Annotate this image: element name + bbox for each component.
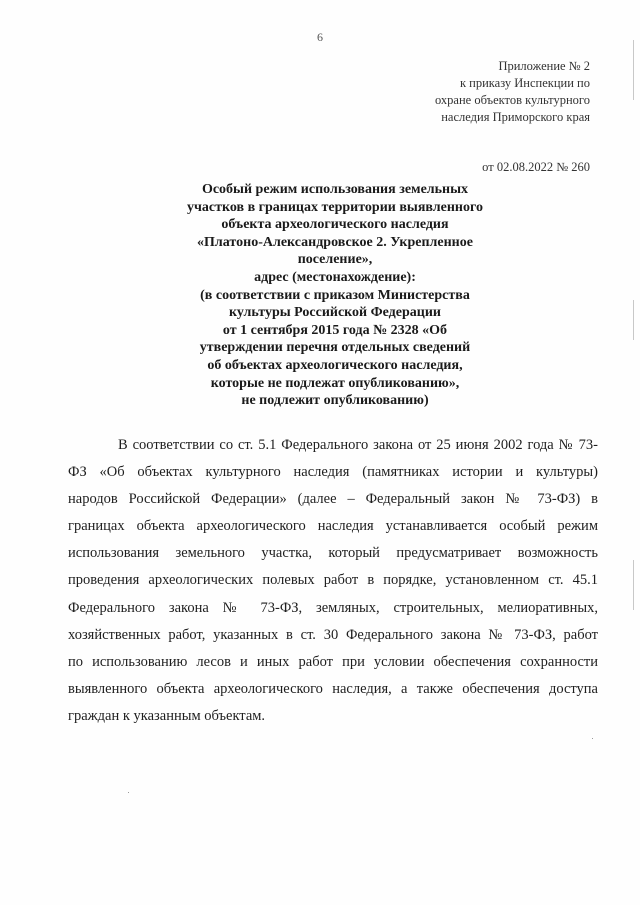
body-line: хозяйственных работ, указанных в ст. 30 Федерального закона № 73-ФЗ, работ bbox=[68, 626, 598, 643]
body-line: выявленного объекта археологического наследия, а также обеспечения доступа bbox=[68, 680, 598, 697]
title-line: которые не подлежат опубликованию», bbox=[210, 375, 460, 391]
scan-edge-mark bbox=[633, 300, 634, 340]
title-line: «Платоно-Александровское 2. Укрепленное bbox=[197, 234, 473, 250]
scan-speck bbox=[128, 792, 129, 793]
document-title bbox=[140, 181, 530, 410]
scan-edge-mark bbox=[633, 40, 634, 100]
title-line: адрес (местонахождение): bbox=[254, 269, 416, 285]
title-line: объекта археологического наследия bbox=[221, 217, 449, 233]
appendix-header bbox=[330, 58, 590, 126]
appendix-line: Приложение № 2 bbox=[498, 59, 590, 73]
title-line: поселение», bbox=[297, 252, 373, 268]
order-date: от 02.08.2022 № 260 bbox=[482, 160, 590, 174]
body-line: граждан к указанным объектам. bbox=[68, 707, 266, 724]
body-line: проведения археологических полевых работ в порядке, установленном ст. 45.1 bbox=[68, 572, 598, 589]
body-line: В соответствии со ст. 5.1 Федерального закона от 25 июня 2002 года № 73- bbox=[118, 437, 598, 453]
title-line: от 1 сентября 2015 года № 2328 «Об bbox=[222, 322, 448, 338]
appendix-line: наследия Приморского края bbox=[441, 110, 590, 124]
scan-edge-mark bbox=[633, 560, 634, 610]
body-line: народов Российской Федерации» (далее – Федеральный закон № 73-ФЗ) в bbox=[68, 491, 598, 508]
page-number: 6 bbox=[317, 30, 323, 44]
scan-speck bbox=[592, 738, 593, 739]
title-line: (в соответствии с приказом Министерства bbox=[200, 287, 470, 303]
appendix-line: охране объектов культурного bbox=[434, 93, 590, 107]
body-line: использования земельного участка, который предусматривает возможность bbox=[68, 545, 598, 562]
title-line: не подлежит опубликованию) bbox=[241, 393, 429, 409]
title-line: участков в границах территории выявленного bbox=[187, 199, 483, 215]
body-line: границах объекта археологического наследия устанавливается особый режим bbox=[68, 518, 598, 535]
body-line: ФЗ «Об объектах культурного наследия (памятниках истории и культуры) bbox=[68, 464, 598, 481]
title-line: Особый режим использования земельных bbox=[201, 182, 469, 197]
title-line: утверждении перечня отдельных сведений bbox=[199, 340, 471, 356]
body-line: Федерального закона № 73-ФЗ, земляных, строительных, мелиоративных, bbox=[68, 599, 598, 616]
body-line: по использованию лесов и иных работ при условии обеспечения сохранности bbox=[68, 653, 598, 670]
appendix-line: к приказу Инспекции по bbox=[459, 76, 590, 90]
title-line: культуры Российской Федерации bbox=[229, 305, 441, 321]
body-paragraph bbox=[68, 432, 598, 730]
title-line: об объектах археологического наследия, bbox=[207, 357, 463, 373]
